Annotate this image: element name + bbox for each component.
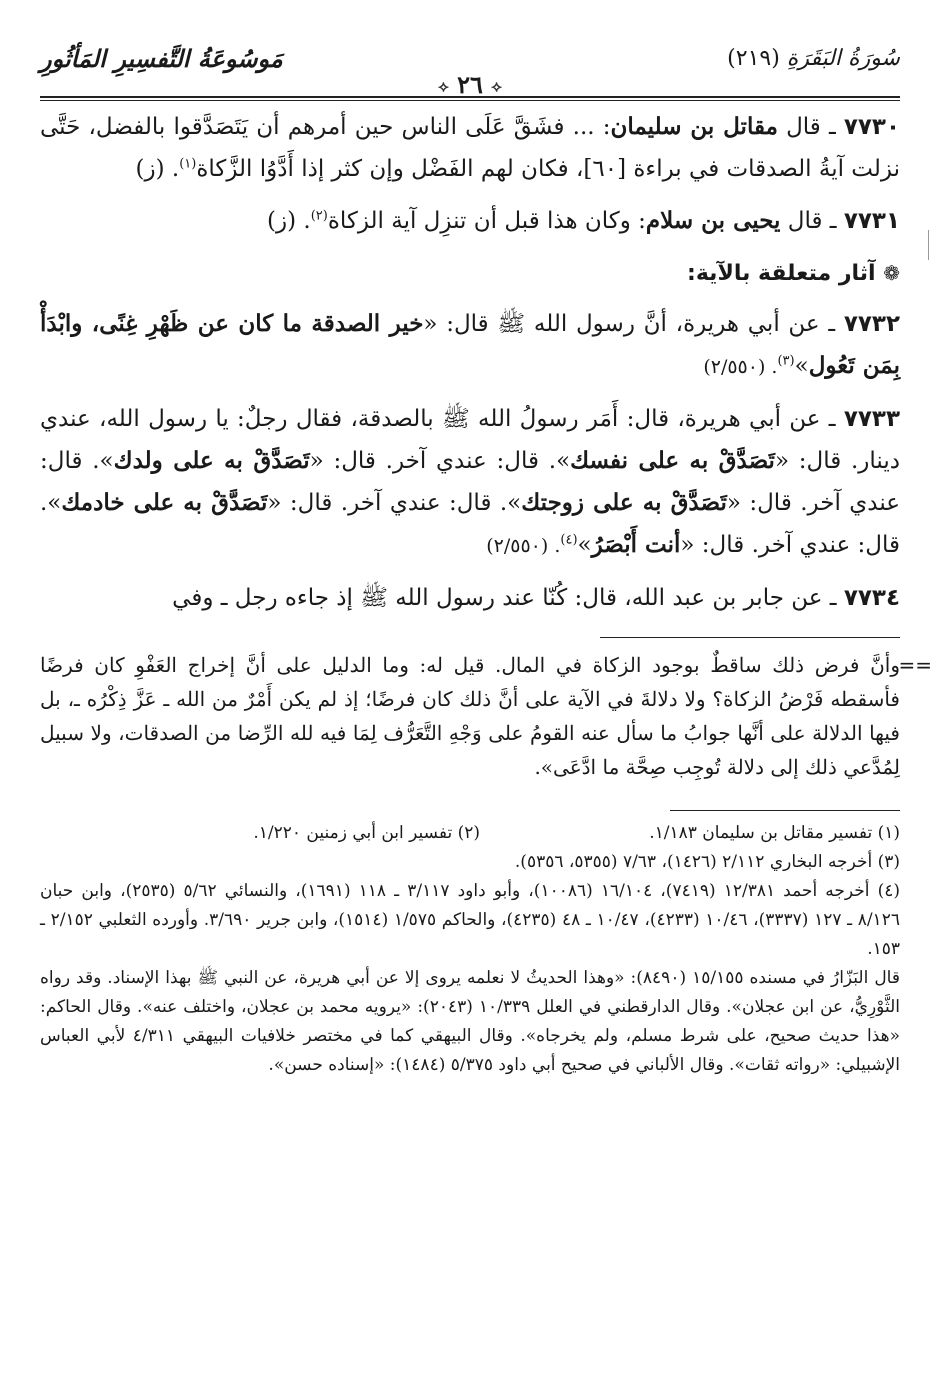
continuation-mark: == [898, 653, 932, 677]
page-number: ٢٦ [457, 70, 483, 99]
narration-number: ٧٧٣١ [843, 208, 900, 234]
narration-text: ». قال: عندي آخر. قال: « [40, 448, 900, 516]
narration-text: » [794, 353, 809, 379]
footnote-marker: (٤) [560, 532, 578, 548]
narration-text: ». قال: عندي آخر. قال: « [309, 448, 571, 474]
hadith-text: تَصَدَّقْ به على زوجتك [521, 489, 727, 516]
continued-footnote [40, 648, 932, 784]
continued-footnote-text: وأنَّ فرض ذلك ساقطٌ بوجود الزكاة في المال. قيل له: وما الدليل على أنَّ إخراج العَفْوِ كان فرضًا فأسقطه فَرْضُ الزكاة؟ ولا دلالةَ في الآية على أنَّ ذلك كان فرضًا؛ إذ لم يكن أَمْرٌ من الله ـ عَزَّ ذِكْرُه ـ، بل فيها الدلالة على أنَّها جوابُ ما سأل عنه القومُ على وَجْهِ التَّعَرُّف لِمَا فيه لله الرِّضا من الصدقات، ولا سبيل لِمُدَّعي ذلك إلى دلالة تُوجِب صِحَّة ما ادَّعَى». [40, 653, 900, 779]
narration-number: ٧٧٣٤ [843, 585, 900, 611]
hadith-text: تَصَدَّقْ به على نفسك [570, 447, 775, 474]
footnote-separator [670, 810, 900, 811]
ornament-icon: ⟡ [438, 76, 449, 96]
narration-tail: . (ز) [267, 208, 311, 234]
sura-header [727, 46, 900, 71]
footnote-1: (١) تفسير مقاتل بن سليمان ١/١٨٣. [649, 823, 900, 843]
narration-7734 [40, 577, 900, 619]
footnote-marker: (١) [179, 156, 197, 172]
footnote-3: (٣) أخرجه البخاري ٢/١١٢ (١٤٢٦)، ٧/٦٣ (٥٣٥٥، ٥٣٥٦). [514, 852, 900, 872]
footnote-4-commentary: قال البَزّارُ في مسنده ١٥/١٥٥ (٨٤٩٠): «وهذا الحديثُ لا نعلمه يروى إلا عن أبي هريرة، عن النبي ﷺ بهذا الإسناد. وقد رواه الثَّوْرِيُّ، عن ابن عجلان». وقال الدارقطني في العلل ١٠/٣٣٩ (٢٠٤٣): «يرويه محمد بن عجلان، واختلف عنه». وقال الحاكم: «هذا حديث صحيح، على شرط مسلم، ولم يخرجاه». وقال البيهقي كما في مختصر خلافيات البيهقي ٤/٣١١ لأبي العباس الإشبيلي: «رواته ثقات». وقال الألباني في صحيح أبي داود ٥/٣٧٥ (١٤٨٤): «إسناده حسن». [40, 968, 900, 1075]
footnote-4: (٤) أخرجه أحمد ١٢/٣٨١ (٧٤١٩)، ١٦/١٠٤ (١٠٠٨٦)، وأبو داود ٣/١١٧ ـ ١١٨ (١٦٩١)، والنسائي ٥/٦٢ (٢٥٣٥)، وابن حبان ٨/١٢٦ ـ ١٢٧ (٣٣٣٧)، ١٠/٤٦ (٤٢٣٣)، ١٠/٤٧ ـ ٤٨ (٤٢٣٥)، والحاكم ١/٥٧٥ (١٥١٤)، وابن جرير ٣/٦٩٠. وأورده الثعلبي ٢/١٥٢ ـ ١٥٣. [40, 881, 900, 959]
narration-number: ٧٧٣٣ [843, 406, 900, 432]
narration-text: ». قال: عندي آخر. قال: « [267, 490, 522, 516]
narration-7732 [40, 303, 900, 388]
narrator-name: مقاتل بن سليمان [610, 113, 778, 140]
volume-reference: . (٢/٥٥٠) [703, 356, 778, 378]
footnote-marker: (٣) [777, 353, 795, 369]
narration-text: ». قال: عندي آخر. قال: « [40, 490, 900, 558]
section-heading [40, 252, 900, 295]
footnotes [40, 819, 900, 1080]
volume-reference: . (٢/٥٥٠) [486, 535, 561, 557]
hadith-text: تَصَدَّقْ به على خادمك [61, 489, 268, 516]
verse-number: (٢١٩) [727, 46, 780, 71]
margin-line [928, 230, 932, 260]
sura-name: سُورَةُ البَقَرَةِ [786, 46, 900, 71]
narration-text: ـ قال [780, 208, 844, 234]
narration-number: ٧٧٣٠ [843, 114, 901, 140]
book-title: مَوسُوعَةُ التَّفسِيرِ المَأثُورِ [40, 44, 283, 73]
page-number-block [40, 70, 900, 99]
footnote-row [40, 819, 900, 848]
narration-7731 [40, 200, 900, 242]
narration-text: ـ عن أبي هريرة، قال: أَمَر رسولُ الله ﷺ بالصدقة، فقال رجلٌ: يا رسول الله، عندي دينار. قال: « [40, 406, 901, 474]
narration-tail: . (ز) [135, 156, 180, 182]
narrator-name: يحيى بن سلام [645, 207, 781, 234]
page-header [40, 30, 900, 106]
narration-text: ـ قال [777, 114, 844, 140]
narration-text: : ... فشَقَّ عَلَى الناس حين أمرهم أن يَتَصَدَّقوا بالفضل، حَتَّى نزلت آيةُ الصدقات في براءة [٦٠]، فكان لهم الفَضْل وإن كثر إذا أَدَّوُا الزَّكاة [40, 114, 900, 182]
footnote-marker: (٢) [310, 208, 328, 224]
flower-icon: ❁ [883, 261, 900, 285]
narration-7730 [40, 106, 900, 190]
narration-text: : وكان هذا قبل أن تنزِل آية الزكاة [327, 208, 646, 234]
header-rule-thin [40, 100, 900, 101]
footnote-2: (٢) تفسير ابن أبي زمنين ١/٢٢٠. [253, 823, 480, 843]
narration-text: ـ عن جابر بن عبد الله، قال: كُنّا عند رسول الله ﷺ إذ جاءه رجل ـ وفي [172, 585, 844, 611]
narration-number: ٧٧٣٢ [843, 311, 900, 337]
narration-7733 [40, 398, 900, 567]
book-page [40, 30, 932, 1360]
ornament-icon: ⟡ [491, 76, 502, 96]
section-heading-text: آثار متعلقة بالآية: [687, 261, 884, 286]
hadith-text: خير الصدقة ما كان عن ظَهْرِ غِنًى، وابْدَأْ بِمَن تَعُول [40, 310, 900, 379]
header-rule [40, 96, 900, 98]
main-text [40, 106, 900, 619]
footnote-separator [600, 637, 900, 638]
narration-text: » [577, 532, 592, 558]
narration-text: ـ عن أبي هريرة، أنَّ رسول الله ﷺ قال: « [423, 311, 844, 337]
hadith-text: أنت أَبْصَرُ [591, 531, 681, 558]
hadith-text: تَصَدَّقْ به على ولدك [113, 447, 310, 474]
